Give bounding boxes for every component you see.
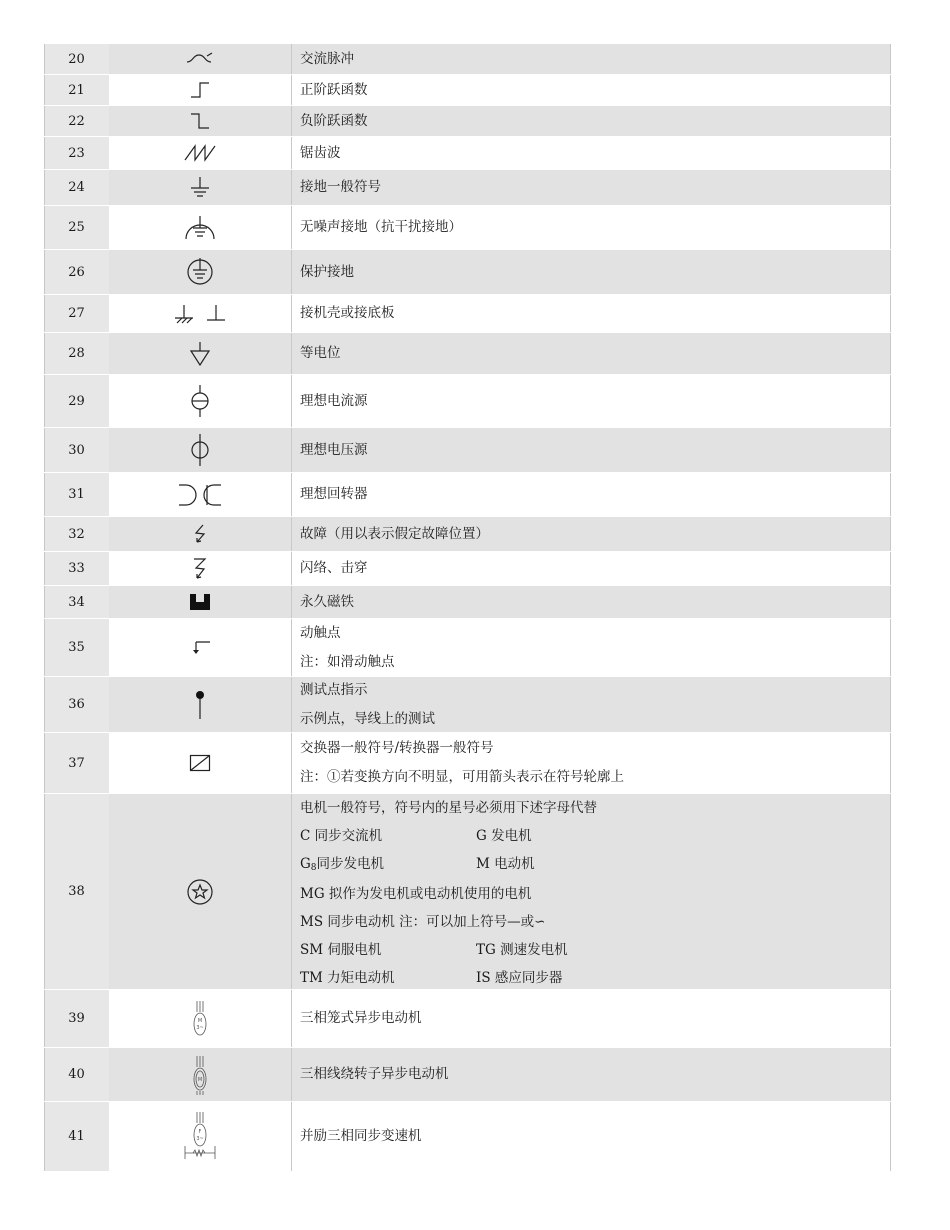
row-number: 35 xyxy=(44,619,109,676)
table-border xyxy=(44,206,45,249)
table-border xyxy=(890,586,891,618)
table-row xyxy=(44,552,891,586)
row-description xyxy=(300,375,891,427)
motor-code: MS 同步电动机 注：可以加上符号—或∽ xyxy=(300,914,546,930)
motor-code: G 发电机 xyxy=(476,828,532,844)
motor-code: SM 伺服电机 xyxy=(300,942,382,958)
description-line: 三相笼式异步电动机 xyxy=(300,1010,422,1026)
equipotential-icon xyxy=(109,333,291,374)
permanent-magnet-icon xyxy=(109,586,291,618)
positive-step-icon xyxy=(109,75,291,105)
row-description xyxy=(300,206,891,249)
description-line: 永久磁铁 xyxy=(300,593,354,610)
column-divider xyxy=(291,677,292,732)
motor-code: G xyxy=(300,856,311,872)
table-border xyxy=(44,677,45,732)
table-border xyxy=(44,170,45,205)
table-border xyxy=(44,794,45,989)
row-description xyxy=(300,1102,891,1171)
table-row xyxy=(44,295,891,333)
description-line: 并励三相同步变速机 xyxy=(300,1128,422,1144)
description-line xyxy=(300,850,891,880)
table-border xyxy=(890,170,891,205)
description-line: 无噪声接地（抗干扰接地） xyxy=(300,219,462,235)
column-divider xyxy=(291,1102,292,1171)
row-description xyxy=(300,295,891,332)
description-line: 等电位 xyxy=(300,345,341,361)
table-border xyxy=(890,44,891,74)
table-row xyxy=(44,428,891,473)
column-divider xyxy=(291,1048,292,1101)
motor-star-icon xyxy=(109,794,291,989)
motor-code: 8 xyxy=(310,863,317,873)
table-border xyxy=(890,619,891,676)
converter-icon xyxy=(109,733,291,793)
row-number: 20 xyxy=(44,44,109,74)
table-row xyxy=(44,619,891,677)
table-border xyxy=(890,333,891,374)
description-line: 理想回转器 xyxy=(300,486,368,502)
voltage-source-icon xyxy=(109,428,291,472)
row-description xyxy=(300,677,891,732)
table-row xyxy=(44,333,891,375)
row-number: 39 xyxy=(44,990,109,1047)
table-border xyxy=(890,733,891,793)
row-description xyxy=(300,333,891,374)
table-border xyxy=(890,794,891,989)
description-line: 交流脉冲 xyxy=(300,50,354,67)
symbol-table xyxy=(44,44,891,1172)
table-border xyxy=(890,106,891,136)
flashover-icon xyxy=(109,552,291,585)
table-border xyxy=(44,106,45,136)
ac-pulse-icon xyxy=(109,44,291,74)
table-border xyxy=(890,517,891,551)
column-divider xyxy=(291,137,292,169)
row-number: 33 xyxy=(44,552,109,585)
table-border xyxy=(890,473,891,516)
motor-code: TG 测速发电机 xyxy=(476,942,568,958)
description-line: 锯齿波 xyxy=(300,144,341,161)
table-row xyxy=(44,375,891,428)
squirrel-cage-motor-icon xyxy=(109,990,291,1047)
table-border xyxy=(44,375,45,427)
description-line: 闪络、击穿 xyxy=(300,560,368,576)
table-row xyxy=(44,137,891,170)
table-border xyxy=(890,1048,891,1101)
row-number: 32 xyxy=(44,517,109,551)
row-description xyxy=(300,106,891,136)
row-number: 21 xyxy=(44,75,109,105)
column-divider xyxy=(291,333,292,374)
svg-text:M: M xyxy=(197,1076,203,1083)
table-border xyxy=(44,473,45,516)
table-border xyxy=(44,619,45,676)
table-row xyxy=(44,170,891,206)
row-number: 34 xyxy=(44,586,109,618)
table-border xyxy=(890,250,891,294)
table-border xyxy=(44,295,45,332)
table-border xyxy=(890,75,891,105)
table-row xyxy=(44,44,891,75)
row-number: 26 xyxy=(44,250,109,294)
description-line: 接机壳或接底板 xyxy=(300,305,395,321)
table-border xyxy=(890,552,891,585)
description-line xyxy=(300,880,891,908)
row-number: 22 xyxy=(44,106,109,136)
svg-text:M: M xyxy=(197,1017,203,1024)
description-line xyxy=(300,908,891,936)
column-divider xyxy=(291,619,292,676)
description-line: 理想电压源 xyxy=(300,441,368,458)
table-row xyxy=(44,1102,891,1172)
table-border xyxy=(890,206,891,249)
column-divider xyxy=(291,473,292,516)
svg-text:3~: 3~ xyxy=(196,1135,204,1142)
current-source-icon xyxy=(109,375,291,427)
column-divider xyxy=(291,250,292,294)
table-border xyxy=(44,333,45,374)
row-number: 29 xyxy=(44,375,109,427)
column-divider xyxy=(291,517,292,551)
test-point-icon xyxy=(109,677,291,732)
table-border xyxy=(44,428,45,472)
column-divider xyxy=(291,75,292,105)
table-border xyxy=(44,44,45,74)
row-number: 30 xyxy=(44,428,109,472)
row-description xyxy=(300,44,891,74)
table-row xyxy=(44,1048,891,1102)
svg-text:F: F xyxy=(198,1128,202,1135)
table-border xyxy=(44,990,45,1047)
description-line: 故障（用以表示假定故障位置） xyxy=(300,525,489,542)
table-border xyxy=(44,75,45,105)
ground-icon xyxy=(109,170,291,205)
table-row xyxy=(44,733,891,794)
row-description xyxy=(300,473,891,516)
row-number: 31 xyxy=(44,473,109,516)
table-row xyxy=(44,75,891,106)
row-number: 37 xyxy=(44,733,109,793)
description-line: 示例点，导线上的测试 xyxy=(300,710,435,727)
column-divider xyxy=(291,990,292,1047)
description-line xyxy=(300,794,891,822)
row-description xyxy=(300,990,891,1047)
description-line: 测试点指示 xyxy=(300,681,368,698)
row-number: 36 xyxy=(44,677,109,732)
sawtooth-icon xyxy=(109,137,291,169)
table-border xyxy=(44,1048,45,1101)
row-description xyxy=(300,250,891,294)
column-divider xyxy=(291,733,292,793)
column-divider xyxy=(291,106,292,136)
column-divider xyxy=(291,794,292,989)
row-description xyxy=(300,428,891,472)
description-line: 三相线绕转子异步电动机 xyxy=(300,1066,449,1082)
motor-code: MG 拟作为发电机或电动机使用的电机 xyxy=(300,886,532,902)
motor-code: 同步发电机 xyxy=(316,856,385,872)
row-number: 28 xyxy=(44,333,109,374)
description-line: 注：如滑动触点 xyxy=(300,653,395,670)
table-border xyxy=(890,375,891,427)
row-description xyxy=(300,552,891,585)
description-line: 交换器一般符号/转换器一般符号 xyxy=(300,740,494,756)
description-line: 负阶跃函数 xyxy=(300,112,368,129)
table-border xyxy=(44,586,45,618)
table-row xyxy=(44,990,891,1048)
motor-code: C 同步交流机 xyxy=(300,828,383,844)
table-border xyxy=(890,677,891,732)
motor-code: TM 力矩电动机 xyxy=(300,970,395,986)
motor-code: IS 感应同步器 xyxy=(476,970,563,986)
table-row xyxy=(44,517,891,552)
table-border xyxy=(890,428,891,472)
table-border xyxy=(44,733,45,793)
row-description xyxy=(300,170,891,205)
table-border xyxy=(44,137,45,169)
row-number: 38 xyxy=(44,794,109,989)
table-row xyxy=(44,794,891,990)
row-description xyxy=(300,619,891,676)
table-row xyxy=(44,206,891,250)
column-divider xyxy=(291,206,292,249)
row-description xyxy=(300,794,891,989)
moving-contact-icon xyxy=(109,619,291,676)
description-line: 理想电流源 xyxy=(300,392,368,409)
description-line: 动触点 xyxy=(300,624,341,641)
description-line: 接地一般符号 xyxy=(300,179,381,195)
row-description xyxy=(300,517,891,551)
column-divider xyxy=(291,552,292,585)
row-description xyxy=(300,1048,891,1101)
description-line xyxy=(300,936,891,964)
table-border xyxy=(44,250,45,294)
gyrator-icon xyxy=(109,473,291,516)
row-number: 25 xyxy=(44,206,109,249)
description-line: 注：①若变换方向不明显，可用箭头表示在符号轮廓上 xyxy=(300,769,624,785)
description-line xyxy=(300,964,891,992)
row-description xyxy=(300,75,891,105)
table-border xyxy=(890,137,891,169)
motor-code xyxy=(300,850,476,880)
description-line: 保护接地 xyxy=(300,263,354,280)
chassis-ground-icon xyxy=(109,295,291,332)
column-divider xyxy=(291,586,292,618)
wound-rotor-motor-icon xyxy=(109,1048,291,1101)
table-border xyxy=(890,1102,891,1171)
description-line: 正阶跃函数 xyxy=(300,81,368,98)
table-row xyxy=(44,106,891,137)
column-divider xyxy=(291,295,292,332)
table-border xyxy=(44,517,45,551)
column-divider xyxy=(291,375,292,427)
row-description xyxy=(300,137,891,169)
motor-code: M 电动机 xyxy=(476,856,535,872)
column-divider xyxy=(291,170,292,205)
row-description xyxy=(300,733,891,793)
row-number: 41 xyxy=(44,1102,109,1171)
row-number: 24 xyxy=(44,170,109,205)
table-row xyxy=(44,473,891,517)
fault-icon xyxy=(109,517,291,551)
sync-speed-machine-icon xyxy=(109,1102,291,1171)
table-border xyxy=(44,1102,45,1171)
svg-text:3~: 3~ xyxy=(196,1024,204,1031)
row-description xyxy=(300,586,891,618)
row-number: 40 xyxy=(44,1048,109,1101)
description-line xyxy=(300,822,891,850)
table-row xyxy=(44,677,891,733)
column-divider xyxy=(291,428,292,472)
column-divider xyxy=(291,44,292,74)
row-number: 27 xyxy=(44,295,109,332)
table-border xyxy=(890,295,891,332)
noiseless-ground-icon xyxy=(109,206,291,249)
table-border xyxy=(890,990,891,1047)
protective-ground-icon xyxy=(109,250,291,294)
negative-step-icon xyxy=(109,106,291,136)
row-number: 23 xyxy=(44,137,109,169)
motor-code: 电机一般符号，符号内的星号必须用下述字母代替 xyxy=(300,800,597,816)
table-row xyxy=(44,586,891,619)
table-border xyxy=(44,552,45,585)
table-row xyxy=(44,250,891,295)
